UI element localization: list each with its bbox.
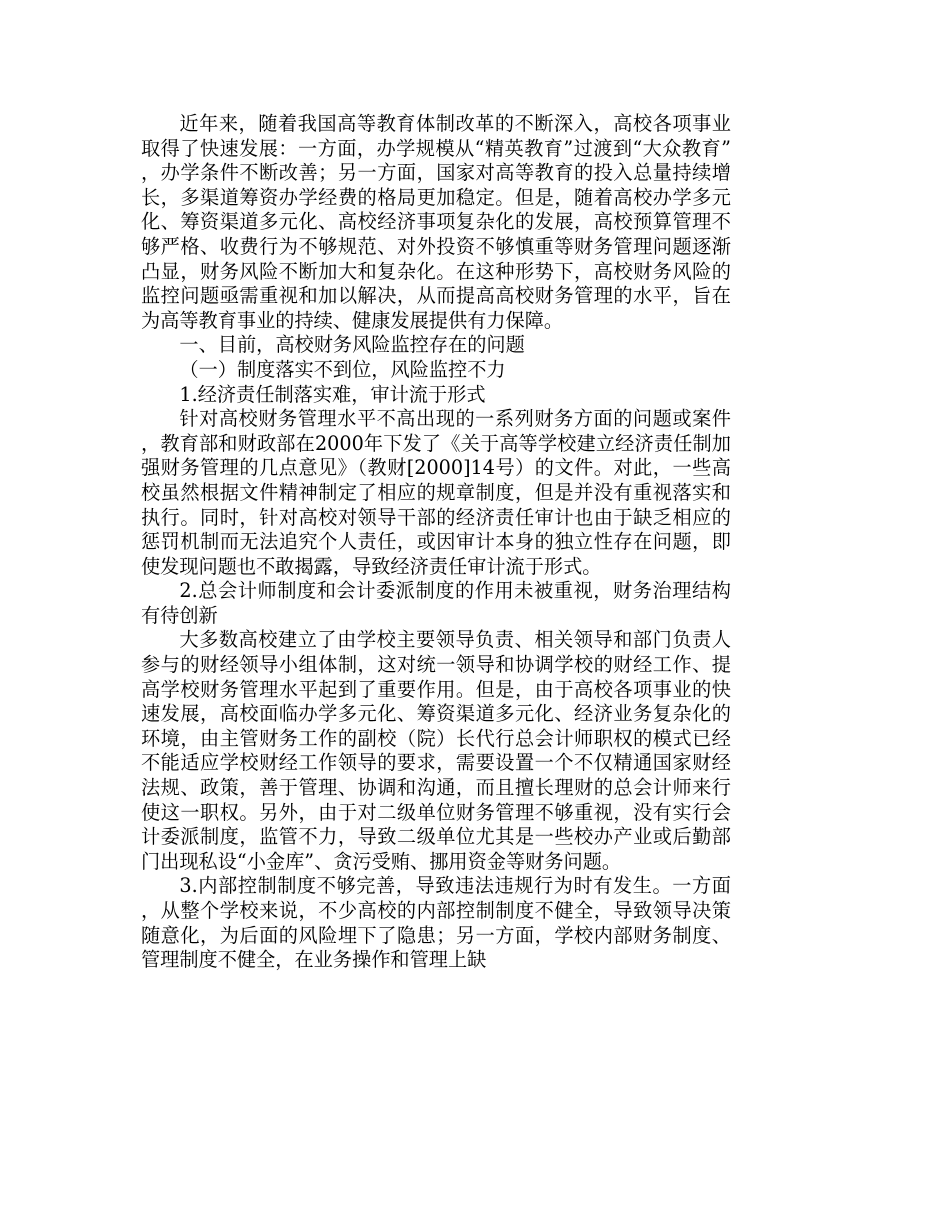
- section-heading: 一、目前，高校财务风险监控存在的问题: [179, 333, 525, 357]
- item-heading-1: 1.经济责任制落实难，审计流于形式: [179, 382, 486, 406]
- body-paragraph-2: 大多数高校建立了由学校主要领导负责、相关领导和部门负责人参与的财经领导小组体制，这对统一领导和协调学校的财经工作、提高学校财务管理水平起到了重要作用。但是，由于高校各项事业的快速发展，高校面临办学多元化、筹资渠道多元化、经济业务复杂化的环境，由主管财务工作的副校（院）长代行总会计师职权的模式已经不能适应学校财经工作领导的要求，需要设置一个不仅精通国家财经法规、政策，善于管理、协调和沟通，而且擅长理财的总会计师来行使这一职权。另外，由于对二级单位财务管理不够重视，没有实行会计委派制度，监管不力，导致二级单位尤其是一些校办产业或后勤部门出现私设“小金库”、贪污受贿、挪用资金等财务问题。: [141, 628, 731, 873]
- intro-paragraph: 近年来，随着我国高等教育体制改革的不断深入，高校各项事业取得了快速发展：一方面，办学规模从“精英教育”过渡到“大众教育”，办学条件不断改善；另一方面，国家对高等教育的投入总量持续增长，多渠道筹资办学经费的格局更加稳定。但是，随着高校办学多元化、筹资渠道多元化、高校经济事项复杂化的发展，高校预算管理不够严格、收费行为不够规范、对外投资不够慎重等财务管理问题逐渐凸显，财务风险不断加大和复杂化。在这种形势下，高校财务风险的监控问题亟需重视和加以解决，从而提高高校财务管理的水平，旨在为高等教育事业的持续、健康发展提供有力保障。: [141, 112, 731, 332]
- item-heading-2: 2.总会计师制度和会计委派制度的作用未被重视，财务治理结构有待创新: [141, 579, 731, 627]
- document-body: [141, 112, 731, 973]
- subsection-heading: （一）制度落实不到位，风险监控不力: [179, 357, 506, 381]
- body-paragraph-1: 针对高校财务管理水平不高出现的一系列财务方面的问题或案件，教育部和财政部在2000年下发了《关于高等学校建立经济责任制加强财务管理的几点意见》（教财[2000]14号）的文件。对此，一些高校虽然根据文件精神制定了相应的规章制度，但是并没有重视落实和执行。同时，针对高校对领导干部的经济责任审计也由于缺乏相应的惩罚机制而无法追究个人责任，或因审计本身的独立性存在问题，即使发现问题也不敢揭露，导致经济责任审计流于形式。: [141, 407, 731, 578]
- body-paragraph-3: 3.内部控制制度不够完善，导致违法违规行为时有发生。一方面，从整个学校来说，不少高校的内部控制制度不健全，导致领导决策随意化，为后面的风险埋下了隐患；另一方面，学校内部财务制度、管理制度不健全，在业务操作和管理上缺: [141, 874, 731, 972]
